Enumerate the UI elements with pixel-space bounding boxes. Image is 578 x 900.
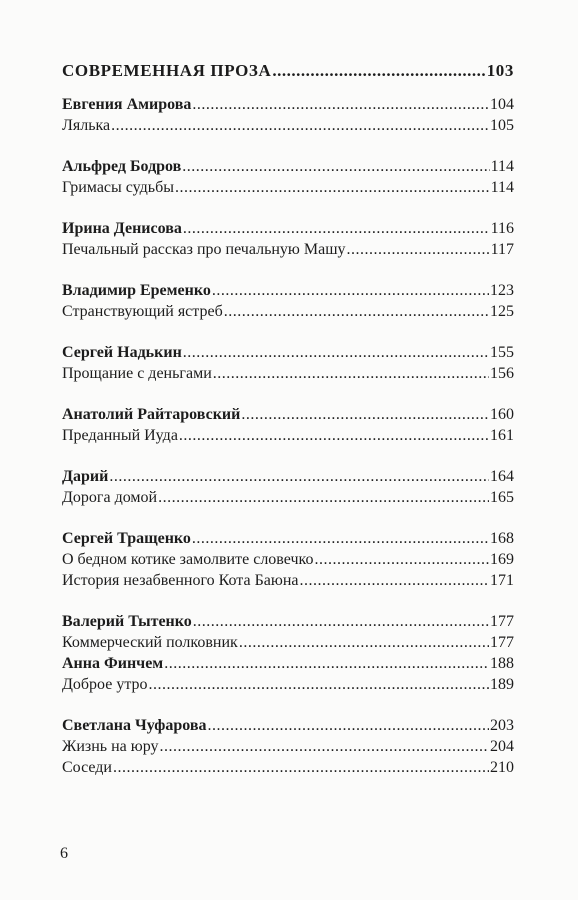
- page-ref: 125: [490, 303, 514, 320]
- leader-dots: [149, 674, 489, 695]
- page-ref: 189: [490, 676, 514, 693]
- page-ref: 203: [490, 717, 514, 734]
- toc-work-entry: [62, 115, 514, 136]
- work-title: Лялька: [62, 117, 111, 134]
- page-ref: 210: [490, 759, 514, 776]
- toc-author-entry: [62, 404, 514, 425]
- toc-author-entry: [62, 342, 514, 363]
- leader-dots: [158, 487, 489, 508]
- work-title: Гримасы судьбы: [62, 179, 174, 196]
- page-ref: 177: [490, 613, 514, 630]
- section-page: 103: [486, 61, 514, 80]
- author-name: Сергей Надькин: [62, 344, 182, 361]
- toc-author-entry: [62, 653, 514, 674]
- author-name: Альфред Бодров: [62, 158, 182, 175]
- leader-dots: [272, 60, 485, 81]
- work-title: Коммерческий полковник: [62, 634, 238, 651]
- page-ref: 164: [490, 468, 514, 485]
- page-ref: 188: [490, 655, 514, 672]
- page-ref: 117: [490, 241, 514, 258]
- toc-section-heading: [62, 60, 514, 81]
- leader-dots: [241, 404, 489, 425]
- leader-dots: [300, 570, 490, 591]
- toc-author-entry: [62, 466, 514, 487]
- leader-dots: [192, 528, 489, 549]
- toc-work-entry: [62, 239, 514, 260]
- leader-dots: [192, 94, 489, 115]
- page-number: 6: [60, 845, 68, 862]
- author-name: Ирина Денисова: [62, 220, 182, 237]
- page-ref: 204: [490, 738, 514, 755]
- work-title: Преданный Иуда: [62, 427, 178, 444]
- leader-dots: [239, 632, 489, 653]
- work-title: Жизнь на юру: [62, 738, 159, 755]
- author-name: Светлана Чуфарова: [62, 717, 207, 734]
- leader-dots: [347, 239, 490, 260]
- work-title: Прощание с деньгами: [62, 365, 212, 382]
- leader-dots: [182, 156, 489, 177]
- page-ref: 104: [490, 96, 514, 113]
- work-title: Доброе утро: [62, 676, 148, 693]
- page-ref: 114: [490, 158, 514, 175]
- leader-dots: [314, 549, 489, 570]
- work-title: Печальный рассказ про печальную Машу: [62, 241, 346, 258]
- leader-dots: [212, 280, 489, 301]
- page-ref: 155: [490, 344, 514, 361]
- work-title: Соседи: [62, 759, 112, 776]
- toc-author-entry: [62, 94, 514, 115]
- author-name: Сергей Тращенко: [62, 530, 191, 547]
- toc-work-entry: [62, 487, 514, 508]
- page-ref: 165: [490, 489, 514, 506]
- toc-work-entry: [62, 177, 514, 198]
- leader-dots: [175, 177, 490, 198]
- toc-author-entry: [62, 715, 514, 736]
- leader-dots: [164, 653, 489, 674]
- leader-dots: [179, 425, 489, 446]
- toc-author-entry: [62, 156, 514, 177]
- work-title: Странствующий ястреб: [62, 303, 223, 320]
- leader-dots: [111, 115, 489, 136]
- page-ref: 161: [490, 427, 514, 444]
- toc-author-entry: [62, 611, 514, 632]
- work-title: О бедном котике замолвите словечко: [62, 551, 314, 568]
- leader-dots: [159, 736, 489, 757]
- page-ref: 116: [490, 220, 514, 237]
- page-ref: 105: [490, 117, 514, 134]
- work-title: История незабвенного Кота Баюна: [62, 572, 299, 589]
- author-name: Евгения Амирова: [62, 96, 192, 113]
- author-name: Дарий: [62, 468, 109, 485]
- page-ref: 169: [490, 551, 514, 568]
- leader-dots: [183, 218, 490, 239]
- toc-author-entry: [62, 218, 514, 239]
- work-title: Дорога домой: [62, 489, 158, 506]
- toc-author-entry: [62, 280, 514, 301]
- leader-dots: [113, 757, 489, 778]
- toc-work-entry: [62, 301, 514, 322]
- toc-work-entry: [62, 549, 514, 570]
- toc-work-entry: [62, 425, 514, 446]
- author-name: Анатолий Райтаровский: [62, 406, 241, 423]
- leader-dots: [208, 715, 489, 736]
- leader-dots: [109, 466, 489, 487]
- leader-dots: [224, 301, 489, 322]
- author-name: Валерий Тытенко: [62, 613, 192, 630]
- toc-work-entry: [62, 674, 514, 695]
- leader-dots: [213, 363, 489, 384]
- author-name: Владимир Еременко: [62, 282, 211, 299]
- leader-dots: [183, 342, 489, 363]
- page-ref: 177: [490, 634, 514, 651]
- page-ref: 123: [490, 282, 514, 299]
- toc-author-entry: [62, 528, 514, 549]
- page-ref: 168: [490, 530, 514, 547]
- page-ref: 160: [490, 406, 514, 423]
- toc-work-entry: [62, 363, 514, 384]
- page-ref: 171: [490, 572, 514, 589]
- author-name: Анна Финчем: [62, 655, 164, 672]
- toc-work-entry: [62, 736, 514, 757]
- toc-work-entry: [62, 632, 514, 653]
- page-ref: 156: [490, 365, 514, 382]
- section-title: СОВРЕМЕННАЯ ПРОЗА: [62, 61, 272, 80]
- toc-work-entry: [62, 757, 514, 778]
- toc-work-entry: [62, 570, 514, 591]
- page-ref: 114: [490, 179, 514, 196]
- table-of-contents: [62, 60, 514, 778]
- leader-dots: [193, 611, 489, 632]
